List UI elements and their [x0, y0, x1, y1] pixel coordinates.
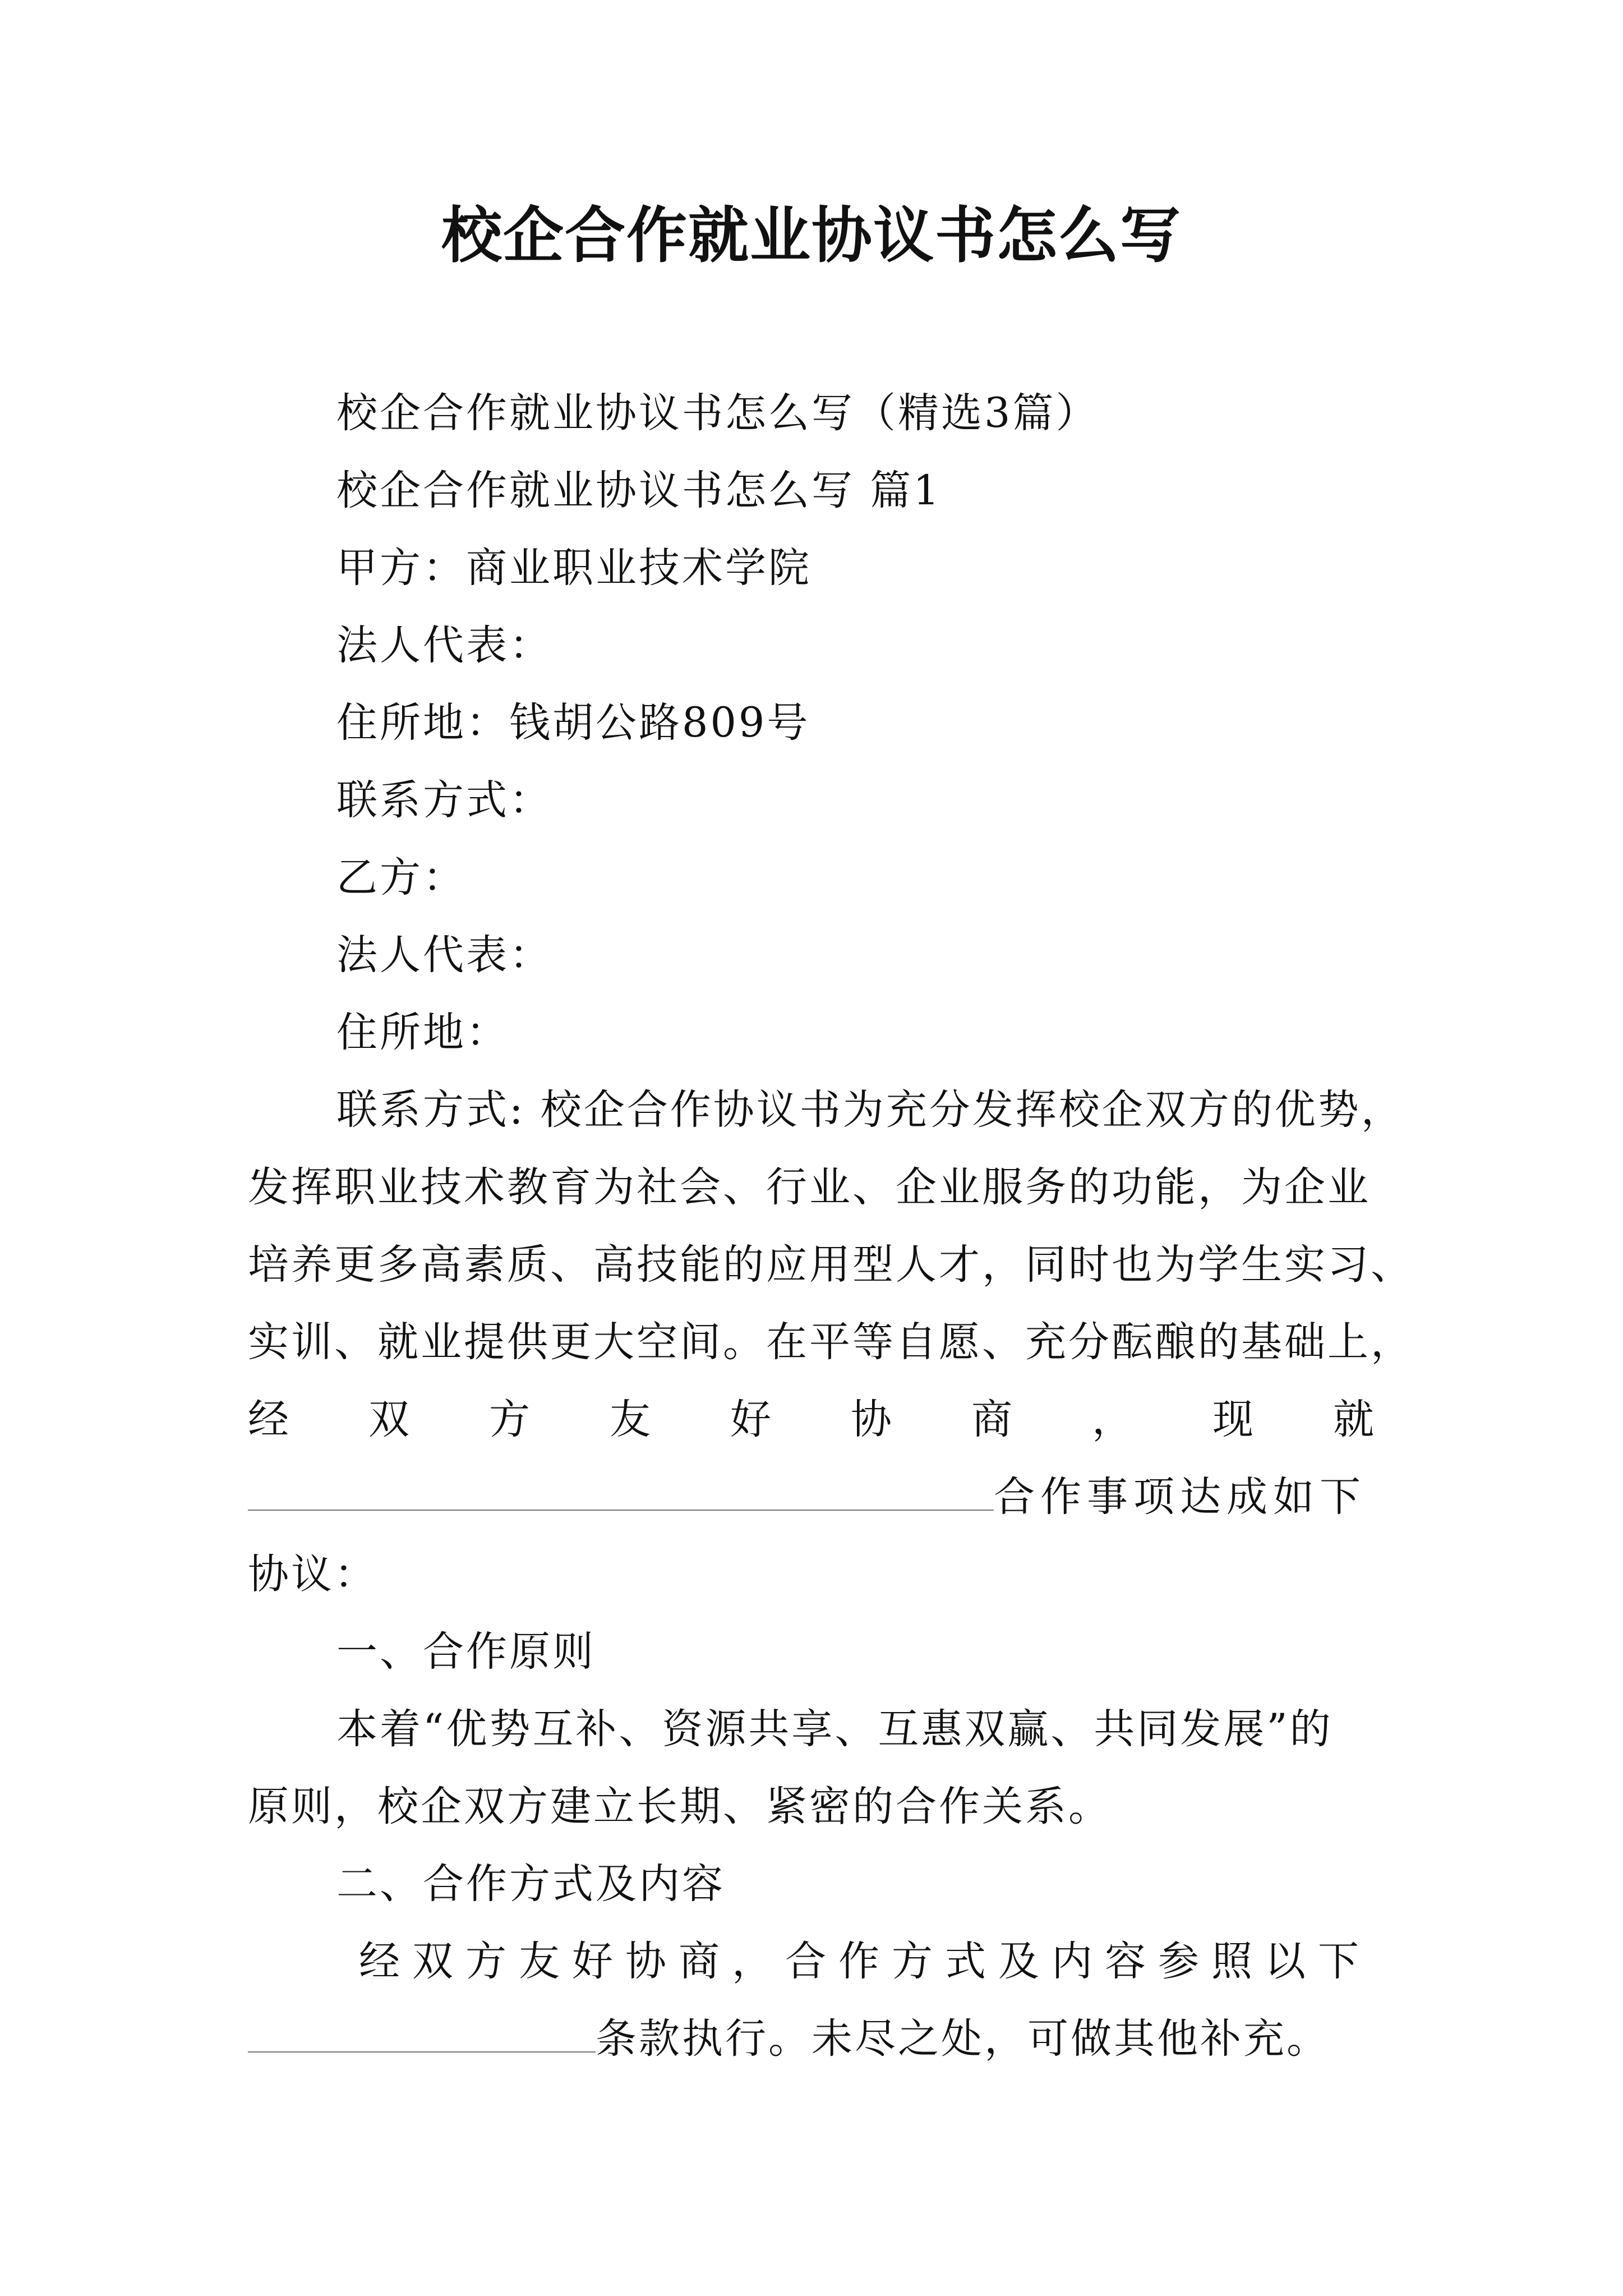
section-heading: 一、合作原则: [336, 1628, 596, 1676]
spread-char: 商: [971, 1396, 1012, 1443]
spread-char: 经: [248, 1396, 289, 1443]
spread-char: 好: [730, 1396, 771, 1443]
paragraph-line-with-blank: [248, 1469, 1366, 1525]
party-a-line: 甲方：商业职业技术学院: [336, 544, 811, 592]
spread-char: 就: [1333, 1396, 1374, 1443]
paragraph-line: 实训、就业提供更大空间。在平等自愿、充分酝酿的基础上，: [248, 1318, 1414, 1366]
party-b-address: 住所地：: [336, 1009, 509, 1056]
party-a-address: 住所地：钱胡公路809号: [336, 699, 810, 747]
paragraph-line: 原则，校企双方建立长期、紧密的合作关系。: [248, 1783, 1112, 1830]
subtitle-selected: 校企合作就业协议书怎么写（精选3篇）: [336, 389, 1099, 437]
paragraph-line: 联系方式: 校企合作协议书为充分发挥校企双方的优势，: [336, 1086, 1404, 1134]
fill-in-blank[interactable]: [248, 1476, 994, 1511]
spread-char: 现: [1212, 1396, 1253, 1443]
fill-in-blank[interactable]: [248, 2018, 596, 2053]
blank-trailing-text: 合作事项达成如下: [994, 1473, 1366, 1521]
spread-char: 友: [610, 1396, 651, 1443]
paragraph-line: 培养更多高素质、高技能的应用型人才，同时也为学生实习、: [248, 1241, 1414, 1289]
spread-char: ，: [1092, 1396, 1133, 1443]
paragraph-line-with-blank: [248, 2011, 1330, 2067]
document-title: 校企合作就业协议书怎么写: [441, 200, 1182, 271]
spread-char: 协: [851, 1396, 892, 1443]
spread-char: 方: [489, 1396, 530, 1443]
blank-trailing-text: 条款执行。未尽之处，可做其他补充。: [596, 2015, 1330, 2063]
party-b-legal-rep: 法人代表：: [336, 931, 552, 979]
spread-char: 双: [368, 1396, 409, 1443]
paragraph-spread-line: [248, 1392, 1374, 1448]
party-a-contact: 联系方式：: [336, 776, 552, 824]
paragraph-line: 本着“优势互补、资源共享、互惠双赢、共同发展”的: [336, 1705, 1333, 1753]
section-heading: 二、合作方式及内容: [336, 1860, 725, 1908]
paragraph-line: 协议：: [248, 1550, 377, 1598]
subtitle-part-1: 校企合作就业协议书怎么写 篇1: [336, 467, 942, 514]
paragraph-line: 经双方友好协商，合作方式及内容参照以下: [359, 1938, 1371, 1985]
paragraph-line: 发挥职业技术教育为社会、行业、企业服务的功能，为企业: [248, 1163, 1371, 1211]
party-b-line: 乙方：: [336, 854, 466, 901]
party-a-legal-rep: 法人代表：: [336, 622, 552, 669]
